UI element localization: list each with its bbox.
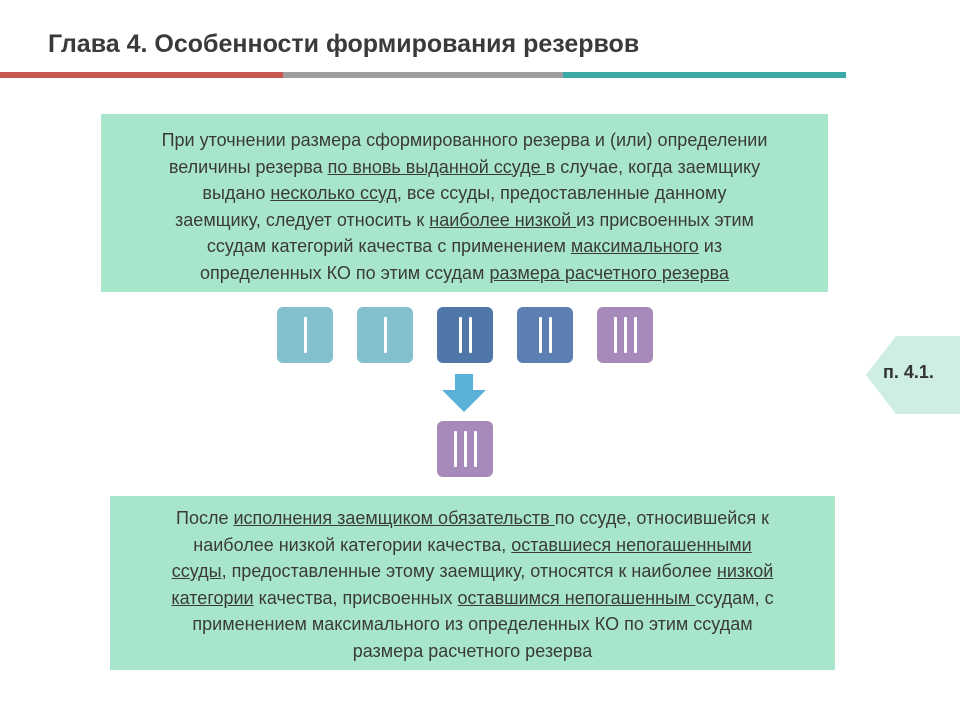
emphasis-remaining-unpaid: оставшиеся непогашенными	[511, 534, 752, 555]
box1-line-5: ссудам категорий качества с применением максимального из	[206, 236, 723, 256]
category-tile-ii	[437, 307, 493, 363]
category-tile-i	[277, 307, 333, 363]
emphasis-new-loan: по вновь выданной ссуде	[327, 156, 546, 177]
category-tile-iii	[597, 307, 653, 363]
emphasis-reserve-size: размера расчетного резерва	[489, 262, 729, 283]
box1-line-2: величины резерва по вновь выданной ссуде в случае, когда заемщику	[168, 156, 761, 177]
box2-line-5: применением максимального из определенных КО по этим ссудам	[192, 614, 753, 634]
arrow-down-icon	[440, 374, 488, 414]
quality-category-tiles	[277, 307, 653, 363]
box1-line-1: При уточнении размера сформированного резерва и (или) определении	[161, 130, 768, 150]
result-category-tile-iii	[437, 421, 493, 477]
rule-text-box-top	[101, 114, 828, 292]
box1-line-6: определенных КО по этим ссудам размера расчетного резерва	[200, 262, 729, 283]
box2-line-6: размера расчетного резерва	[352, 640, 593, 661]
emphasis-lowest: наиболее низкой	[429, 209, 577, 230]
category-tile-ii	[517, 307, 573, 363]
page-title: Глава 4. Особенности формирования резервов	[48, 30, 640, 58]
header-rule-teal	[563, 72, 846, 78]
section-reference-label: п. 4.1.	[883, 362, 934, 382]
emphasis-several-loans: несколько ссуд	[270, 183, 397, 203]
rule-text-box-bottom	[110, 496, 835, 670]
box2-line-4: категории качества, присвоенных оставшимся непогашенным ссудам, с	[171, 587, 774, 608]
emphasis-category: категории	[171, 587, 254, 608]
box2-line-1: После исполнения заемщиком обязательств по ссуде, относившейся к	[176, 508, 769, 528]
emphasis-low: низкой	[716, 561, 774, 581]
box2-line-3: ссуды, предоставленные этому заемщику, относятся к наиболее низкой	[171, 561, 774, 581]
emphasis-obligation-fulfilled: исполнения заемщиком обязательств	[233, 508, 555, 528]
emphasis-loans: ссуды	[171, 561, 222, 581]
box1-line-3: выдано несколько ссуд, все ссуды, предоставленные данному	[202, 183, 727, 203]
emphasis-remaining-unpaid-loans: оставшимся непогашенным	[457, 587, 696, 608]
box1-line-4: заемщику, следует относить к наиболее низкой из присвоенных этим	[175, 209, 754, 230]
box2-line-2: наиболее низкой категории качества, оставшиеся непогашенными	[193, 534, 752, 555]
emphasis-maximum: максимального	[570, 236, 699, 256]
header-rule-grey	[283, 72, 563, 78]
header-rule-red	[0, 72, 283, 78]
category-tile-i	[357, 307, 413, 363]
